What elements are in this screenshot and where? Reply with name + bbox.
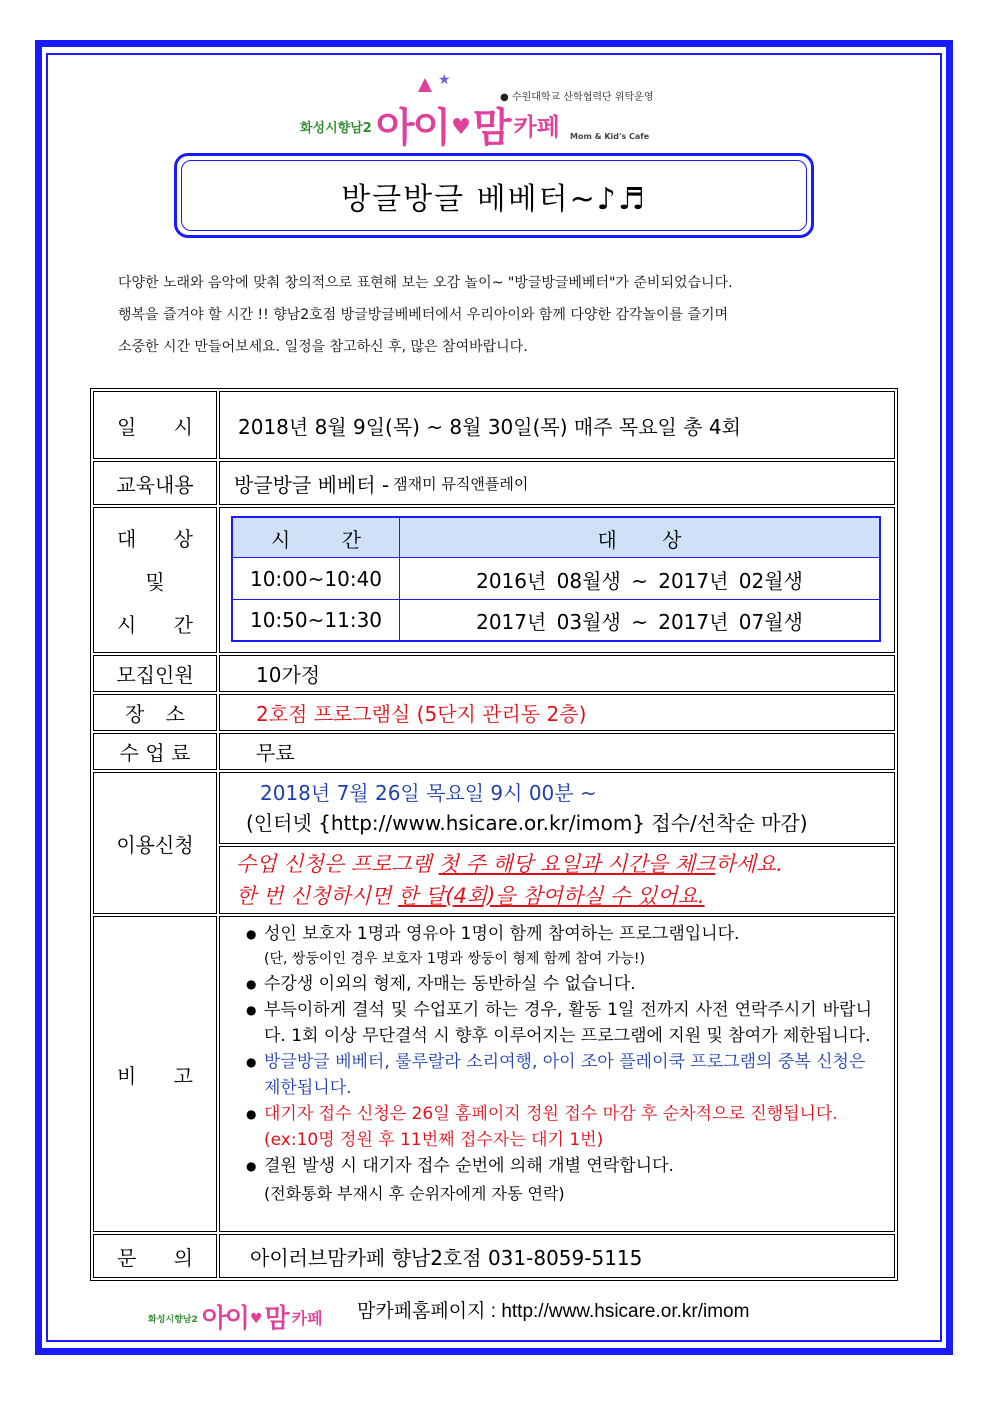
value-capacity: 10가정: [219, 655, 895, 692]
note-item: ● 부득이하게 결석 및 수업포기 하는 경우, 활동 1일 전까지 사전 연락주시기 바랍니다. 1회 이상 무단결석 시 향후 이루어지는 프로그램에 지원 및 참여가 제한됩니다.: [244, 997, 872, 1049]
row-place: [91, 694, 897, 731]
intro-line: 소중한 시간 만들어보세요. 일정을 참고하신 후, 많은 참여바랍니다.: [118, 339, 528, 355]
value-content: 방글방글 베베터 - 잼재미 뮤직앤플레이: [219, 461, 895, 505]
star-icon: ★: [438, 72, 451, 88]
label-notes: 비 고: [93, 916, 217, 1232]
note-item: ● 결원 발생 시 대기자 접수 순번에 의해 개별 연락합니다. (전화통화 부재시 후 순위자에게 자동 연락): [244, 1153, 872, 1209]
footer-homepage: 맘카페홈페이지 : http://www.hsicare.or.kr/imom: [357, 1301, 750, 1322]
schedule-table: [231, 516, 881, 642]
value-apply: [219, 772, 895, 844]
row-apply: [91, 772, 897, 914]
schedule-time: 10:50~11:30: [249, 608, 383, 632]
label-target: 대 상 및 시 간: [93, 507, 217, 653]
value-notes: [219, 916, 895, 1232]
note-item: ● 성인 보호자 1명과 영유아 1명이 함께 참여하는 프로그램입니다. (단, 쌍둥이인 경우 보호자 1명과 쌍둥이 형제 함께 참여 가능!): [244, 921, 872, 971]
note-item: ● 수강생 이외의 형제, 자매는 동반하실 수 없습니다.: [244, 971, 872, 997]
header-target: 대 상: [597, 527, 682, 552]
header-time: 시 간: [271, 527, 361, 552]
label-fee: 수 업 료: [93, 733, 217, 770]
page-title: 방글방글 베베터~♪♬: [181, 160, 807, 231]
value-fee: 무료: [219, 733, 895, 770]
logo-tagline: ● 수원대학교 산학협력단 위탁운영: [500, 92, 654, 103]
logo-text-c: 카페: [513, 113, 560, 141]
value-target: [219, 507, 895, 653]
schedule-target: 2016년 08월생 ~ 2017년 02월생: [476, 568, 803, 593]
row-fee: [91, 733, 897, 770]
label-place: 장 소: [93, 694, 217, 731]
intro-line: 다양한 노래와 음악에 맞춰 창의적으로 표현해 보는 오감 놀이~ "방글방글베베터"가 준비되었습니다.: [118, 275, 733, 291]
note-item: ● 방글방글 베베터, 룰루랄라 소리여행, 아이 조아 플레이쿡 프로그램의 중복 신청은 제한됩니다.: [244, 1049, 872, 1101]
homepage-link[interactable]: http://www.hsicare.or.kr/imom: [501, 1301, 750, 1322]
party-hat-icon: [418, 78, 432, 92]
logo-text-a: 아이: [375, 105, 450, 151]
notes-list: [244, 921, 872, 1209]
apply-url-text: (인터넷 {http://www.hsicare.or.kr/imom} 접수/선착순 마감): [246, 811, 808, 835]
schedule-target: 2017년 03월생 ~ 2017년 07월생: [476, 609, 803, 634]
logo-subtitle: Mom & Kid's Cafe: [570, 132, 650, 141]
intro-line: 행복을 즐겨야 할 시간 !! 향남2호점 방글방글베베터에서 우리아이와 함께 다양한 감각놀이를 즐기며: [118, 307, 729, 323]
schedule-time: 10:00~10:40: [249, 567, 383, 591]
label-apply: 이용신청: [93, 772, 217, 914]
intro-text: [118, 267, 878, 363]
row-capacity: [91, 655, 897, 692]
row-date: [91, 391, 897, 459]
label-date: 일 시: [93, 391, 217, 459]
heart-icon: ♥: [451, 115, 471, 140]
label-content: 교육내용: [93, 461, 217, 505]
row-target: [91, 507, 897, 653]
heart-icon: ♥: [249, 1311, 263, 1327]
logo-city: 화성시향남2: [300, 121, 372, 136]
label-contact: 문 의: [93, 1234, 217, 1278]
row-notes: [91, 916, 897, 1232]
value-date: 2018년 8월 9일(목) ~ 8월 30일(목) 매주 목요일 총 4회: [219, 391, 895, 459]
value-contact: 아이러브맘카페 향남2호점 031-8059-5115: [219, 1234, 895, 1278]
footer-logo: 화성시향남2 아이 ♥ 맘 카페: [148, 1304, 323, 1334]
label-capacity: 모집인원: [93, 655, 217, 692]
value-place: 2호점 프로그램실 (5단지 관리동 2층): [219, 694, 895, 731]
apply-date: 2018년 7월 26일 목요일 9시 00분 ~: [260, 781, 597, 805]
row-content: [91, 461, 897, 505]
info-table: [90, 388, 898, 1281]
apply-warning: 수업 신청은 프로그램 첫 주 해당 요일과 시간을 체크하세요. 한 번 신청하시면 한 달(4회)을 참여하실 수 있어요.: [219, 846, 895, 914]
note-item: ● 대기자 접수 신청은 26일 홈페이지 정원 접수 마감 후 순차적으로 진행됩니다.(ex:10명 정원 후 11번째 접수자는 대기 1번): [244, 1101, 872, 1153]
row-contact: [91, 1234, 897, 1278]
header-logo: [300, 72, 720, 151]
logo-text-b: 맘: [472, 105, 512, 151]
